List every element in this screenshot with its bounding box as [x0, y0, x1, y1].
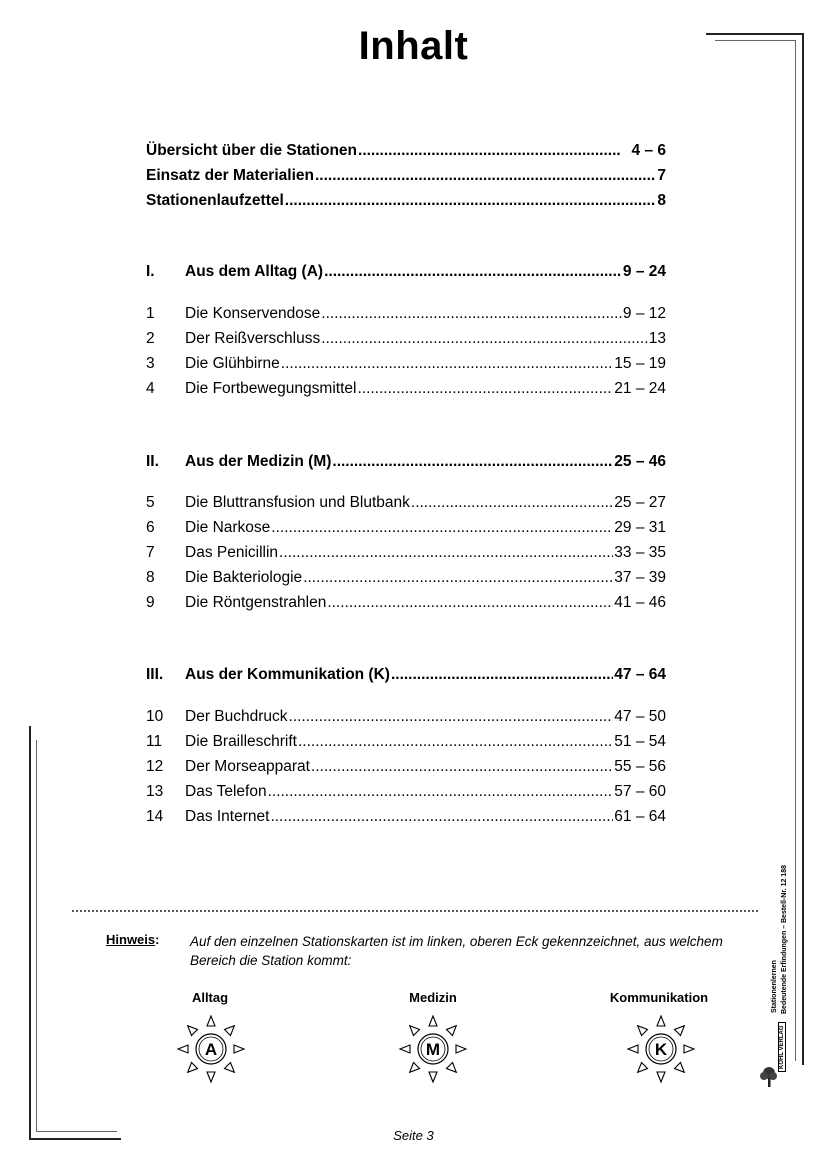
toc-entry: [146, 141, 666, 161]
toc-item: [146, 807, 666, 827]
item-pages: 41 – 46: [614, 594, 666, 611]
leader-dots: [311, 757, 613, 777]
sun-icon: [176, 1014, 246, 1084]
item-number: 6: [146, 519, 155, 536]
tree-icon: [759, 1066, 779, 1088]
sun-icon: [626, 1014, 696, 1084]
leader-dots: [271, 518, 613, 538]
item-pages: 37 – 39: [614, 569, 666, 586]
toc-item: [146, 493, 666, 513]
toc-item: [146, 354, 666, 374]
leader-dots: [270, 807, 613, 827]
section-number: II.: [146, 453, 159, 470]
hinweis-label: Hinweis:: [106, 932, 160, 947]
leader-dots: [332, 452, 613, 472]
item-label: Das Internet: [185, 808, 270, 825]
toc-entry: [146, 166, 666, 186]
item-number: 9: [146, 594, 155, 611]
section-number: I.: [146, 263, 155, 280]
item-label: Das Telefon: [185, 783, 267, 800]
item-number: 3: [146, 355, 155, 372]
item-pages: 13: [648, 330, 666, 347]
section-pages: 47 – 64: [614, 666, 666, 683]
leader-dots: [279, 543, 613, 563]
toc-item: [146, 379, 666, 399]
toc-entry-pages: 7: [657, 167, 666, 184]
section-heading: [146, 262, 666, 282]
toc-entry-label: Einsatz der Materialien: [146, 167, 314, 184]
section-pages: 9 – 24: [622, 263, 666, 280]
toc-item: [146, 518, 666, 538]
leader-dots: [303, 568, 613, 588]
leader-dots: [411, 493, 613, 513]
item-pages: 61 – 64: [614, 808, 666, 825]
item-number: 5: [146, 494, 155, 511]
frame-bottom-left-inner: [36, 740, 117, 1132]
section-pages: 25 – 46: [614, 453, 666, 470]
item-label: Die Fortbewegungsmittel: [185, 380, 357, 397]
category-label-alltag: Alltag: [191, 990, 229, 1005]
item-pages: 51 – 54: [614, 733, 666, 750]
toc-item: [146, 782, 666, 802]
toc-item: [146, 757, 666, 777]
hinweis-text: Auf den einzelnen Stationskarten ist im linken, oberen Eck gekennzeichnet, aus welchem Bereich die Station kommt:: [190, 934, 723, 968]
toc-entry: [146, 191, 666, 211]
item-pages: 33 – 35: [614, 544, 666, 561]
item-number: 12: [146, 758, 164, 775]
item-pages: 29 – 31: [614, 519, 666, 536]
toc-item: [146, 329, 666, 349]
sun-icon: [398, 1014, 468, 1084]
item-label: Die Bluttransfusion und Blutbank: [185, 494, 410, 511]
section-label: Aus der Medizin (M): [185, 453, 332, 470]
leader-dots: [358, 141, 620, 161]
item-pages: 47 – 50: [614, 708, 666, 725]
category-label-kommunikation: Kommunikation: [609, 990, 709, 1005]
sun-letter-k: K: [654, 1040, 668, 1059]
item-label: Die Röntgenstrahlen: [185, 594, 327, 611]
leader-dots: [285, 191, 657, 211]
item-number: 11: [146, 733, 163, 750]
toc-entry-label: Übersicht über die Stationen: [146, 142, 358, 159]
section-heading: [146, 452, 666, 472]
toc-entry-pages: 4 – 6: [631, 142, 666, 159]
leader-dots: [327, 593, 613, 613]
leader-dots: [321, 304, 622, 324]
item-label: Die Konservendose: [185, 305, 321, 322]
item-pages: 15 – 19: [614, 355, 666, 372]
leader-dots: [357, 379, 613, 399]
leader-dots: [268, 782, 614, 802]
section-number: III.: [146, 666, 164, 683]
item-pages: 57 – 60: [614, 783, 666, 800]
toc-item: [146, 543, 666, 563]
item-pages: 21 – 24: [614, 380, 666, 397]
page-title: Inhalt: [358, 24, 469, 68]
leader-dots: [281, 354, 614, 374]
item-number: 13: [146, 783, 164, 800]
item-label: Das Penicillin: [185, 544, 279, 561]
section-heading: [146, 665, 666, 685]
toc-item: [146, 304, 666, 324]
sun-letter-m: M: [425, 1040, 441, 1059]
item-number: 8: [146, 569, 155, 586]
item-pages: 55 – 56: [614, 758, 666, 775]
item-label: Die Glühbirne: [185, 355, 280, 372]
toc-item: [146, 707, 666, 727]
leader-dots: [315, 166, 656, 186]
item-label: Der Reißverschluss: [185, 330, 321, 347]
leader-dots: [324, 262, 622, 282]
item-pages: 9 – 12: [622, 305, 666, 322]
toc-entry-label: Stationenlaufzettel: [146, 192, 284, 209]
divider: [72, 910, 758, 912]
item-number: 10: [146, 708, 164, 725]
toc-item: [146, 732, 666, 752]
leader-dots: [391, 665, 613, 685]
section-label: Aus dem Alltag (A): [185, 263, 324, 280]
item-label: Der Buchdruck: [185, 708, 288, 725]
item-number: 14: [146, 808, 164, 825]
leader-dots: [289, 707, 614, 727]
category-label-medizin: Medizin: [409, 990, 457, 1005]
item-number: 4: [146, 380, 155, 397]
item-label: Die Brailleschrift: [185, 733, 297, 750]
item-label: Der Morseapparat: [185, 758, 310, 775]
sidebar-subtitle: Bedeutende Erfindungen – Bestell-Nr. 12 188: [781, 865, 788, 1014]
page-footer: Seite 3: [393, 1128, 434, 1143]
toc-item: [146, 568, 666, 588]
toc-item: [146, 593, 666, 613]
sun-letter-a: A: [204, 1040, 218, 1059]
item-label: Die Bakteriologie: [185, 569, 303, 586]
item-label: Die Narkose: [185, 519, 271, 536]
item-pages: 25 – 27: [614, 494, 666, 511]
item-number: 2: [146, 330, 155, 347]
publisher-sidebar: [765, 840, 797, 1080]
toc-entry-pages: 8: [657, 192, 666, 209]
leader-dots: [321, 329, 648, 349]
sidebar-title: Stationenlernen: [771, 960, 778, 1013]
section-label: Aus der Kommunikation (K): [185, 666, 390, 683]
item-number: 1: [146, 305, 155, 322]
item-number: 7: [146, 544, 155, 561]
publisher-name: KOHL VERLAG: [778, 1022, 786, 1072]
leader-dots: [298, 732, 613, 752]
